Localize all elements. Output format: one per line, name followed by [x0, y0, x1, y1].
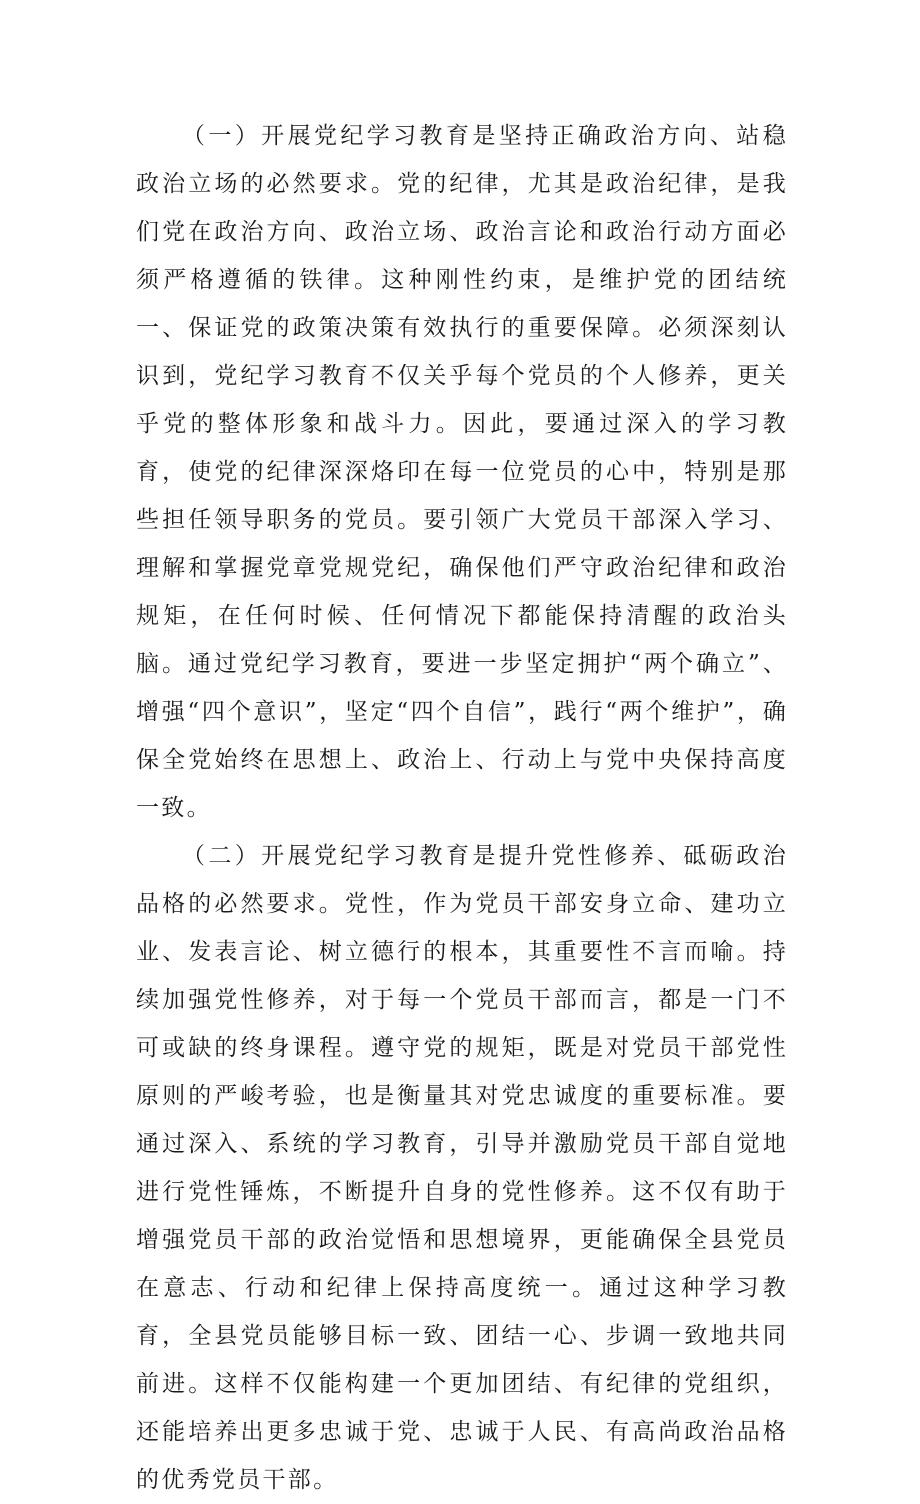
document-body [136, 112, 788, 1504]
paragraph-party-discipline-political-direction: （一）开展党纪学习教育是坚持正确政治方向、站稳政治立场的必然要求。党的纪律，尤其是政治纪律，是我们党在政治方向、政治立场、政治言论和政治行动方面必须严格遵循的铁律。这种刚性约束，是维护党的团结统一、保证党的政策决策有效执行的重要保障。必须深刻认识到，党纪学习教育不仅关乎每个党员的个人修养，更关乎党的整体形象和战斗力。因此，要通过深入的学习教育，使党的纪律深深烙印在每一位党员的心中，特别是那些担任领导职务的党员。要引领广大党员干部深入学习、理解和掌握党章党规党纪，确保他们严守政治纪律和政治规矩，在任何时候、任何情况下都能保持清醒的政治头脑。通过党纪学习教育，要进一步坚定拥护“两个确立”、增强“四个意识”，坚定“四个自信”，践行“两个维护”，确保全党始终在思想上、政治上、行动上与党中央保持高度一致。 [136, 123, 788, 821]
paragraph-party-spirit-cultivation: （二）开展党纪学习教育是提升党性修养、砥砺政治品格的必然要求。党性，作为党员干部安身立命、建功立业、发表言论、树立德行的根本，其重要性不言而喻。持续加强党性修养，对于每一个党员干部而言，都是一门不可或缺的终身课程。遵守党的规矩，既是对党员干部党性原则的严峻考验，也是衡量其对党忠诚度的重要标准。要通过深入、系统的学习教育，引导并激励党员干部自觉地进行党性锤炼，不断提升自身的党性修养。这不仅有助于增强党员干部的政治觉悟和思想境界，更能确保全县党员在意志、行动和纪律上保持高度统一。通过这种学习教育，全县党员能够目标一致、团结一心、步调一致地共同前进。这样不仅能构建一个更加团结、有纪律的党组织，还能培养出更多忠诚于党、忠诚于人民、有高尚政治品格的优秀党员干部。 [136, 843, 788, 1493]
